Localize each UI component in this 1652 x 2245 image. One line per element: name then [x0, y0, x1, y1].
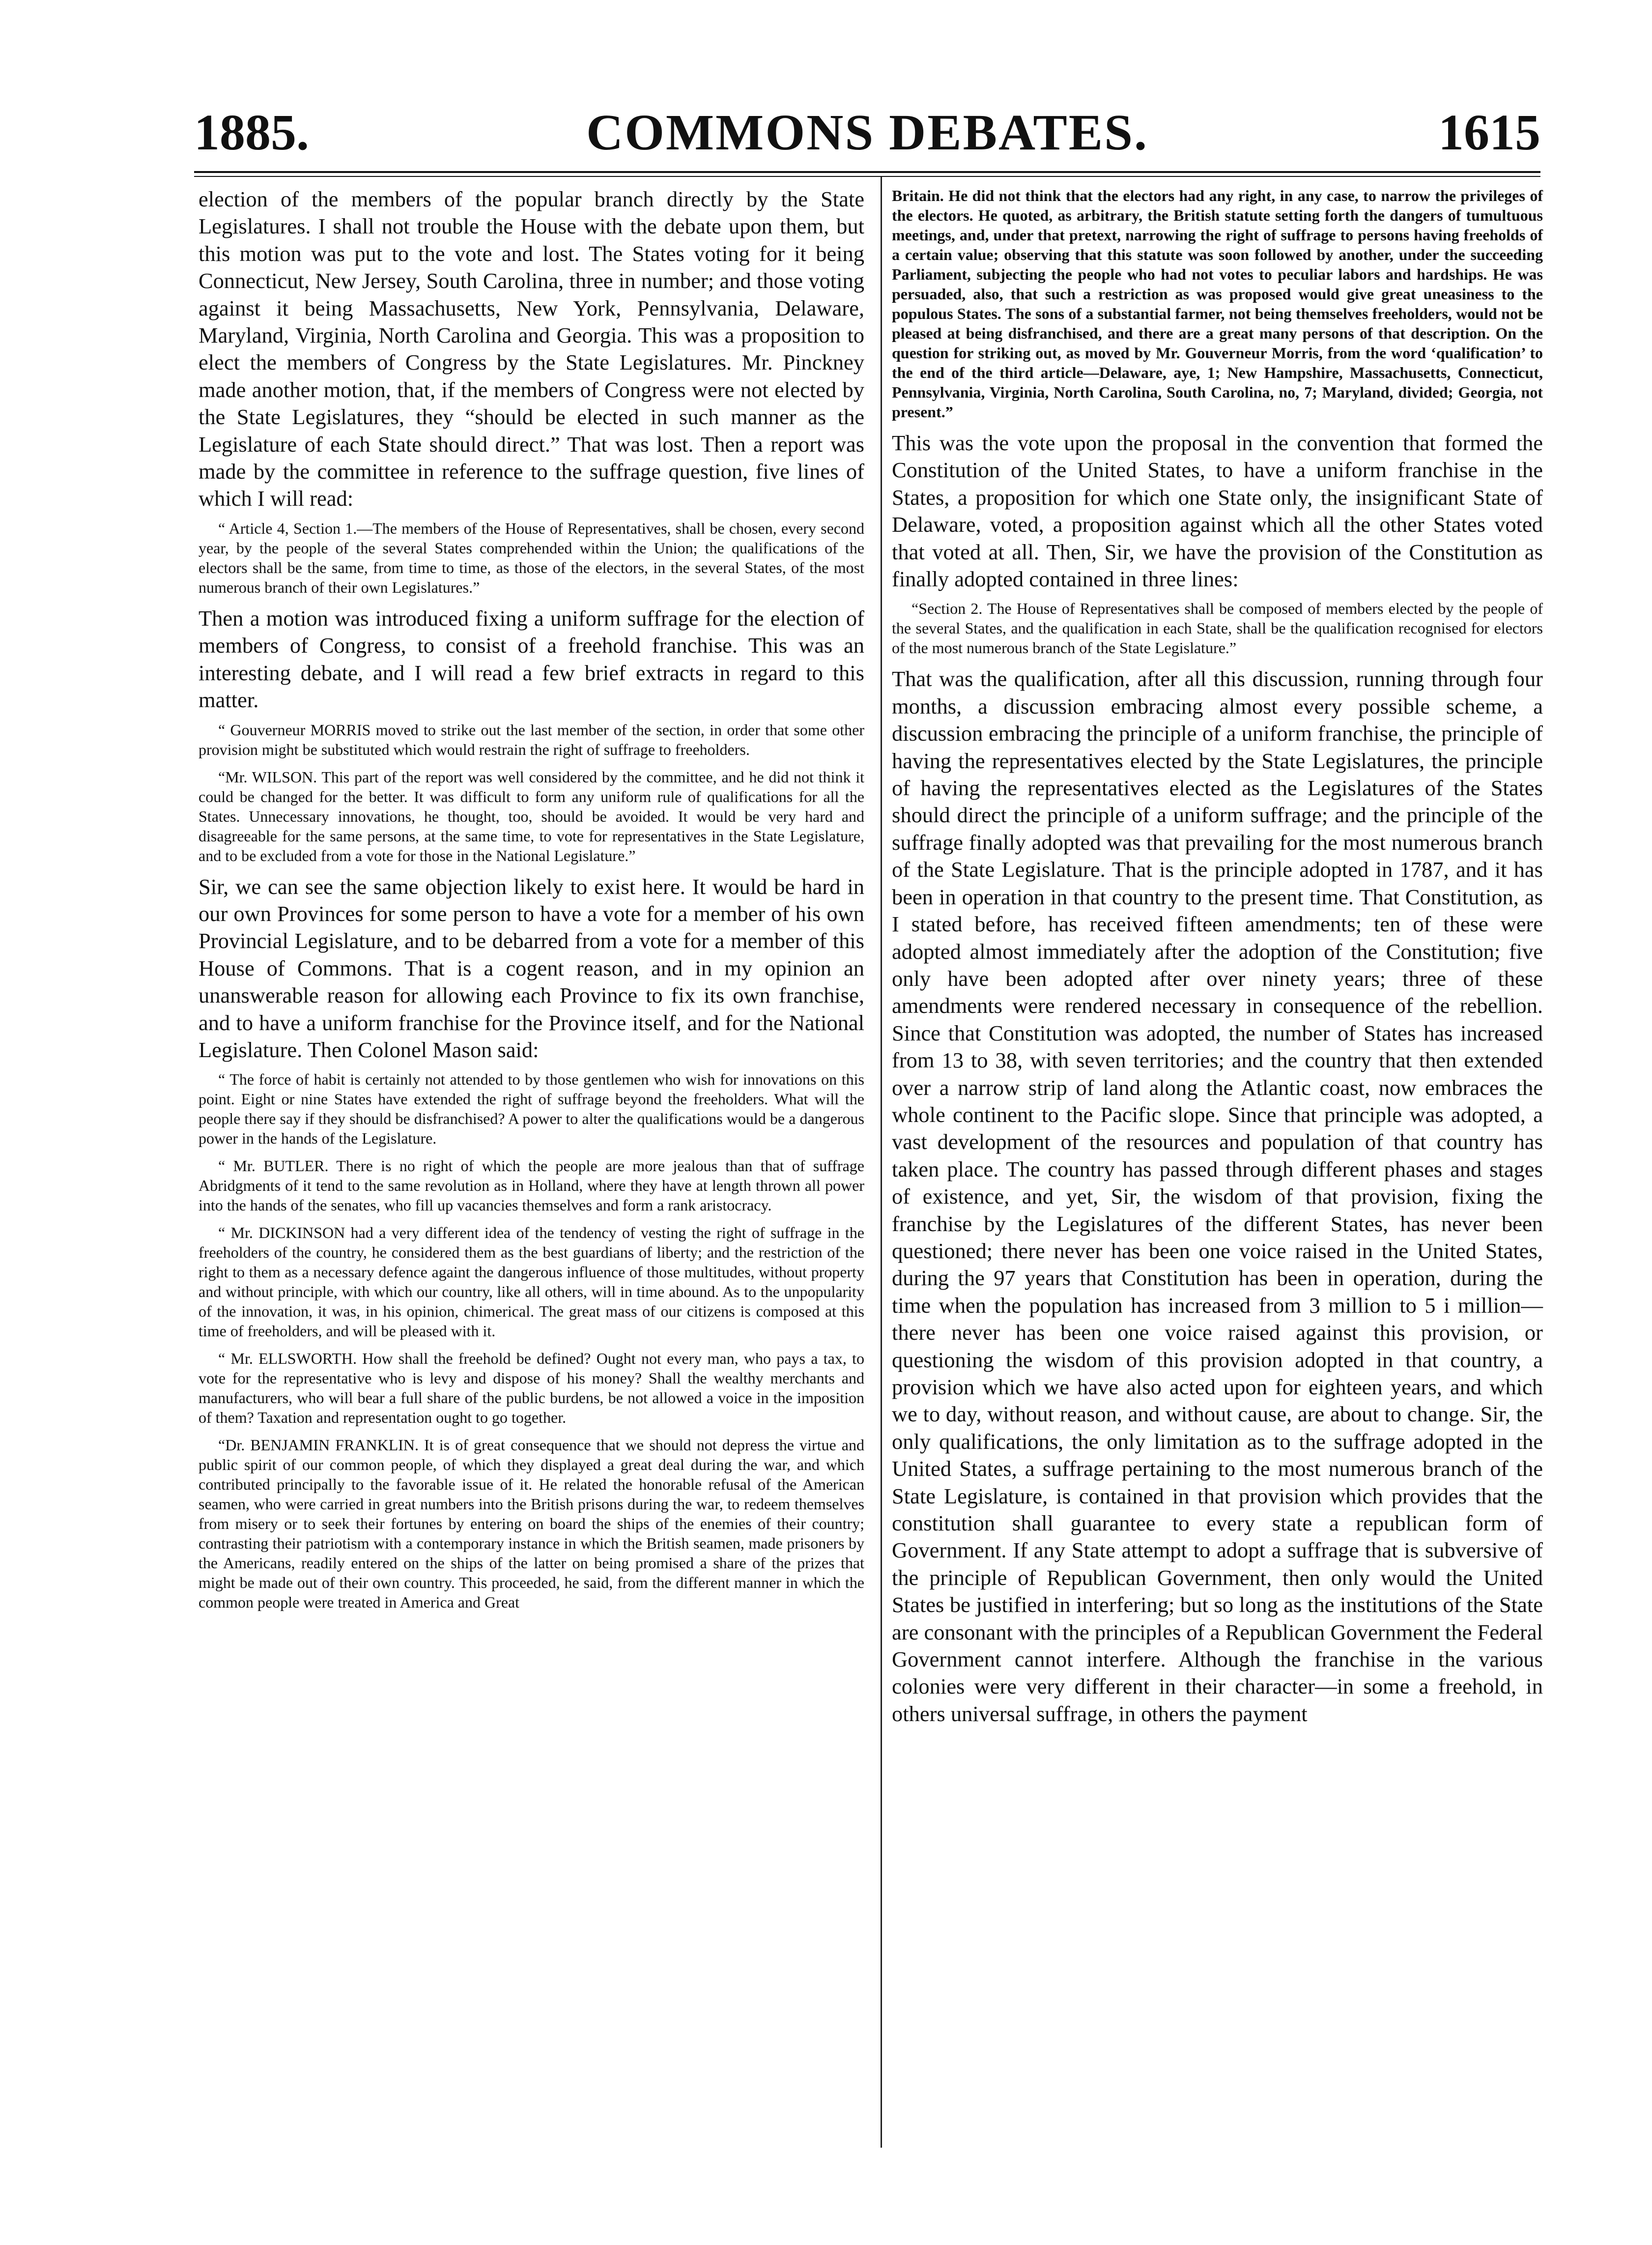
quoted-extract: “Mr. WILSON. This part of the report was well considered by the committee, and he did not think it could be changed for the better. It was difficult to form any uniform rule of qualifications for all the States. Unnecessary innovations, he thought, too, should be avoided. It would be very hard and disagreeable for the same persons, at the same time, to vote for representatives in the State Legislature, and to be excluded from a vote for those in the National Legislature.”: [199, 768, 864, 864]
quoted-extract: “ Gouverneur MORRIS moved to strike out the last member of the section, in order that some other provision might be substituted which would restrain the right of suffrage to freeholders.: [199, 720, 864, 758]
left-column: [199, 186, 864, 1620]
speech-paragraph: This was the vote upon the proposal in the convention that formed the Constitution of the United States, to have a uniform franchise in the States, a proposition for which one State only, the insignificant State of Delaware, voted, a proposition against which all the other States voted that voted at all. Then, Sir, we have the provision of the Constitution as finally adopted contained in three lines:: [892, 431, 1543, 592]
speech-paragraph: Then a motion was introduced fixing a uniform suffrage for the election of members of Congress, to consist of a freehold franchise. This was an interesting debate, and I will read a few brief extracts in regard to this matter.: [199, 605, 864, 713]
quoted-extract: Britain. He did not think that the electors had any right, in any case, to narrow the privileges of the electors. He quoted, as arbitrary, the British statute setting forth the dangers of tumultuous meetings, and, under that pretext, narrowing the right of suffrage to persons having freeholds of a certain value; observing that this statute was soon followed by another, under the succeeding Parliament, subjecting the people who had not votes to peculiar labors and hardships. He was persuaded, also, that such a restriction as was proposed would give great uneasiness to the populous States. The sons of a substantial farmer, not being themselves freeholders, would not be pleased at being disfranchised, and there are a great many persons of that description. On the question for striking out, as moved by Mr. Gouverneur Morris, from the word ‘qualification’ to the end of the third article—Delaware, aye, 1; New Hampshire, Massachusetts, Connecticut, Pennsylvania, Virginia, North Carolina, South Carolina, no, 7; Maryland, divided; Georgia, not present.”: [892, 187, 1543, 421]
quoted-extract: “ Mr. DICKINSON had a very different idea of the tendency of vesting the right of suffrage in the freeholders of the country, he considered them as the best guardians of liberty; and the restriction of the right to them as a necessary defence againt the dangerous influence of those multitudes, without property and without principle, with which our country, like all others, will in time abound. As to the unpopularity of the innovation, it was, in his opinion, chimerical. The great mass of our citizens is composed at this time of freeholders, and will be pleased with it.: [199, 1224, 864, 1340]
speech-paragraph: Sir, we can see the same objection likely to exist here. It would be hard in our own Provinces for some person to have a vote for a member of his own Provincial Legislature, and to be debarred from a vote for a member of this House of Commons. That is a cogent reason, and in my opinion an unanswerable reason for allowing each Province to fix its own franchise, and to have a uniform franchise for the Province itself, and for the National Legislature. Then Colonel Mason said:: [199, 874, 864, 1062]
right-column: [892, 186, 1543, 1727]
header-title: COMMONS DEBATES.: [586, 104, 1148, 161]
speech-paragraph: That was the qualification, after all this discussion, running through four months, a discussion embracing almost every possible scheme, a discussion embracing the principle of a uniform franchise, the principle of having the representatives elected by the State Legislatures, the principle of having the representatives elected as the Legislatures of the States should direct the principle of a uniform suffrage; and the principle of the suffrage finally adopted was that prevailing for the most numerous branch of the State Legislature. That is the principle adopted in 1787, and it has been in operation in that country to the present time. That Constitution, as I stated before, has received fifteen amendments; ten of these were adopted almost immediately after the adoption of the Constitution; five only have been adopted after over ninety years; three of these amendments were rendered necessary in consequence of the rebellion. Since that Constitution was adopted, the number of States has increased from 13 to 38, with seven territories; and the country that then extended over a narrow strip of land along the Atlantic coast, now embraces the whole continent to the Pacific slope. Since that principle was adopted, a vast development of the resources and population of that country has taken place. The country has passed through different phases and stages of existence, and yet, Sir, the wisdom of that provision, fixing the franchise by the Legislatures of the different States, has never been questioned; there never has been one voice raised in the United States, during the 97 years that Constitution has been in operation, during the time when the population has increased from 3 million to 5 i million—there never has been one voice raised against this provision, or questioning the wisdom of this provision adopted in that country, a provision which we have also acted upon for eighteen years, and which we to day, without reason, and without cause, are about to change. Sir, the only qualifications, the only limitation as to the suffrage adopted in the United States, a suffrage pertaining to the most numerous branch of the State Legislature, is contained in that provision which provides that the constitution shall guarantee to every state a republican form of Government. If any State attempt to adopt a suffrage that is subversive of the principle of Republican Government, then only would the United States be justified in interfering; but so long as the institutions of the State are consonant with the principles of a Republican Government the Federal Government cannot interfere. Although the franchise in the various colonies were very different in their character—in some a freehold, in others universal suffrage, in others the payment: [892, 666, 1543, 1726]
quoted-extract: “Dr. BENJAMIN FRANKLIN. It is of great consequence that we should not depress the virtue and public spirit of our common people, of which they displayed a great deal during the war, and which contributed principally to the favorable issue of it. He related the honorable refusal of the American seamen, who were carried in great numbers into the British prisons during the war, to redeem themselves from misery or to seek their fortunes by entering on board the ships of the enemies of their country; contrasting their patriotism with a contemporary instance in which the British seamen, made prisoners by the Americans, readily entered on the ships of the latter on being promised a share of the prizes that might be made out of their own country. This proceeded, he said, from the different manner in which the common people were treated in America and Great: [199, 1436, 864, 1612]
column-divider: [881, 177, 882, 2148]
page-header: [194, 98, 1540, 172]
quoted-extract: “ Mr. BUTLER. There is no right of which the people are more jealous than that of suffrage Abridgments of it tend to the same revolution as in Holland, where they have at length thrown all power into the hands of the senates, who fill up vacancies themselves and form a rank aristocracy.: [199, 1157, 864, 1214]
quoted-extract: “Section 2. The House of Representatives shall be composed of members elected by the people of the several States, and the qualification in each State, shall be the qualification recognised for electors of the most numerous branch of the State Legislature.”: [892, 600, 1543, 657]
header-rule: [194, 171, 1540, 177]
header-year: 1885.: [194, 104, 309, 161]
speech-paragraph: election of the members of the popular branch directly by the State Legislatures. I shall not trouble the House with the debate upon them, but this motion was put to the vote and lost. The States voting for it being Connecticut, New Jersey, South Carolina, three in number; and those voting against it being Massachusetts, New York, Pennsylvania, Delaware, Maryland, Virginia, North Carolina and Georgia. This was a proposition to elect the members of Congress by the State Legislatures. Mr. Pinckney made another motion, that, if the members of Congress were not elected by the State Legislatures, they “should be elected in such manner as the Legislature of each State should direct.” That was lost. Then a report was made by the committee in reference to the suffrage question, five lines of which I will read:: [199, 187, 864, 511]
quoted-extract: “ The force of habit is certainly not attended to by those gentlemen who wish for innovations on this point. Eight or nine States have extended the right of suffrage beyond the freeholders. What will the people there say if they should be disfranchised? A power to alter the qualifications would be a dangerous power in the hands of the Legislature.: [199, 1070, 864, 1148]
quoted-extract: “ Mr. ELLSWORTH. How shall the freehold be defined? Ought not every man, who pays a tax, to vote for the representative who is levy and dispose of his money? Shall the wealthy merchants and manufacturers, who will bear a full share of the public burdens, be not allowed a voice in the imposition of them? Taxation and representation ought to go together.: [199, 1350, 864, 1427]
header-page-number: 1615: [1438, 104, 1540, 161]
quoted-extract: “ Article 4, Section 1.—The members of the House of Representatives, shall be chosen, every second year, by the people of the several States comprehended within the Union; the qualifications of the electors shall be the same, from time to time, as those of the electors, in the several States, of the most numerous branch of their own Legislatures.”: [199, 519, 864, 596]
